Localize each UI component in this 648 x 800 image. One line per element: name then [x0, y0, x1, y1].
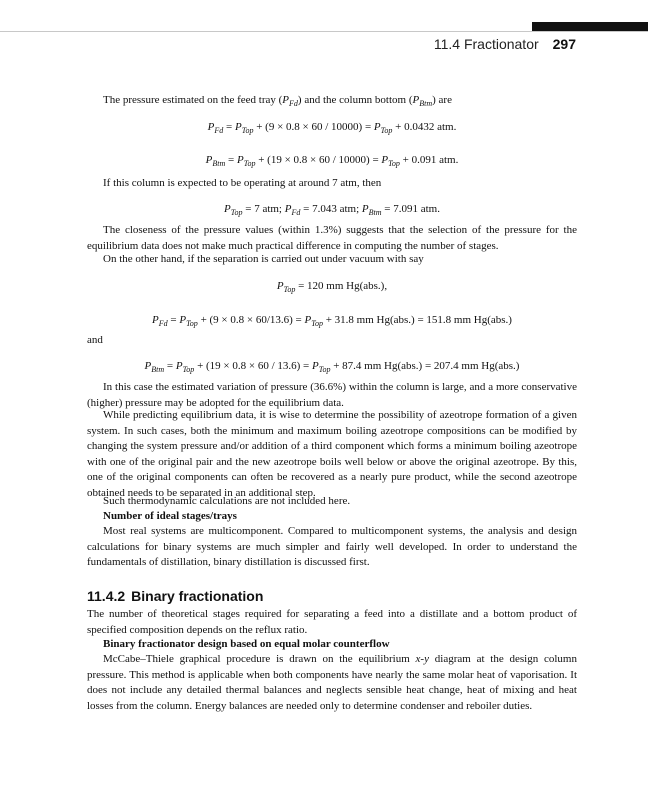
equation-vacuum-bottom: $P_{Btm} = P_{Top} + (19 \times 0.8 \times 60 / 13.6) = P_{Top} + 87.4$ mm Hg(abs.) = 207.4 mm Hg(abs.) — [144, 360, 520, 375]
heading-design: Binary fractionator design based on equal molar counterflow — [103, 638, 390, 650]
paragraph-multicomponent: Most real systems are multicomponent. Compared to multicomponent systems, the analysis and design calculations for binary systems are much simpler and fairly well developed. In order to understand the fundamentals of distillation, binary distillation is discussed first. — [87, 525, 577, 568]
paragraph-closeness: The closeness of the pressure values (within 1.3%) suggests that the selection of the pressure for the equilibrium data does not make much practical difference in computing the number of stages. — [87, 224, 577, 252]
paragraph-theoretical: The number of theoretical stages required for separating a feed into a distillate and a bottom product of specified composition depends on the reflux ratio. — [87, 608, 577, 636]
page-number: 297 — [552, 36, 576, 52]
paragraph-mccabe: McCabe–Thiele graphical procedure is drawn on the equilibrium x-y diagram at the design column pressure. This method is applicable when both components have nearly the same molar heat of vaporisation. It does not include any detailed thermal balances and neglects sensible heat change, heat of mixing and heat losses from the column. Energy balances are needed only to determine condenser and reboiler duties. — [87, 653, 577, 712]
paragraph-vacuum: On the other hand, if the separation is carried out under vacuum with say — [103, 253, 424, 265]
running-head — [434, 36, 576, 52]
section-heading: 11.4.2 Binary fractionation — [87, 588, 264, 604]
header-rule — [0, 31, 648, 32]
text-expected-operation: If this column is expected to be operating at around 7 atm, then — [103, 177, 382, 189]
paragraph-azeotrope: While predicting equilibrium data, it is wise to determine the possibility of azeotrope formation of a given system. In such cases, both the minimum and maximum boiling azeotrope compositions can be modified by changing the system pressure and/or addition of a third component which forms a minimum boiling azeotrope with one of the original pair and the new azeotrope boils well below or above the original azeotrope. By this, one of the original components can often be recovered as a nearly pure product, while the second azeotrope obtained needs to be separated in an additional step. — [87, 409, 577, 499]
label-and: and — [87, 334, 103, 346]
equation-7atm-values: $P_{Top} = 7$ atm; $P_{Fd} = 7.043$ atm; $P_{Btm} = 7.091$ atm. — [224, 203, 440, 218]
intro-paragraph: The pressure estimated on the feed tray $(P_{Fd})$ and the column bottom $(P_{Btm})$ are — [103, 94, 452, 109]
header-bar — [532, 22, 648, 31]
equation-bottom-pressure: $P_{Btm} = P_{Top} + (19 \times 0.8 \times 60 / 10000) = P_{Top} + 0.091$ atm. — [205, 154, 459, 169]
equation-feed-pressure: $P_{Fd} = P_{Top} + (9 \times 0.8 \times 60 / 10000) = P_{Top} + 0.0432$ atm. — [207, 121, 457, 136]
equation-vacuum-top: $P_{Top} = 120$ mm Hg(abs.), — [276, 280, 388, 295]
equation-vacuum-feed: $P_{Fd} = P_{Top} + (9 \times 0.8 \times 60/13.6) = P_{Top} + 31.8$ mm Hg(abs.) = 151.8 mm Hg(abs.) — [152, 314, 512, 329]
section-title: 11.4 Fractionator — [433, 36, 539, 52]
paragraph-thermo: Such thermodynamic calculations are not included here. — [103, 495, 351, 507]
paragraph-case: In this case the estimated variation of pressure (36.6%) within the column is large, and a more conservative (higher) pressure may be adopted for the equilibrium data. — [87, 381, 577, 409]
heading-ideal-stages: Number of ideal stages/trays — [103, 510, 237, 522]
